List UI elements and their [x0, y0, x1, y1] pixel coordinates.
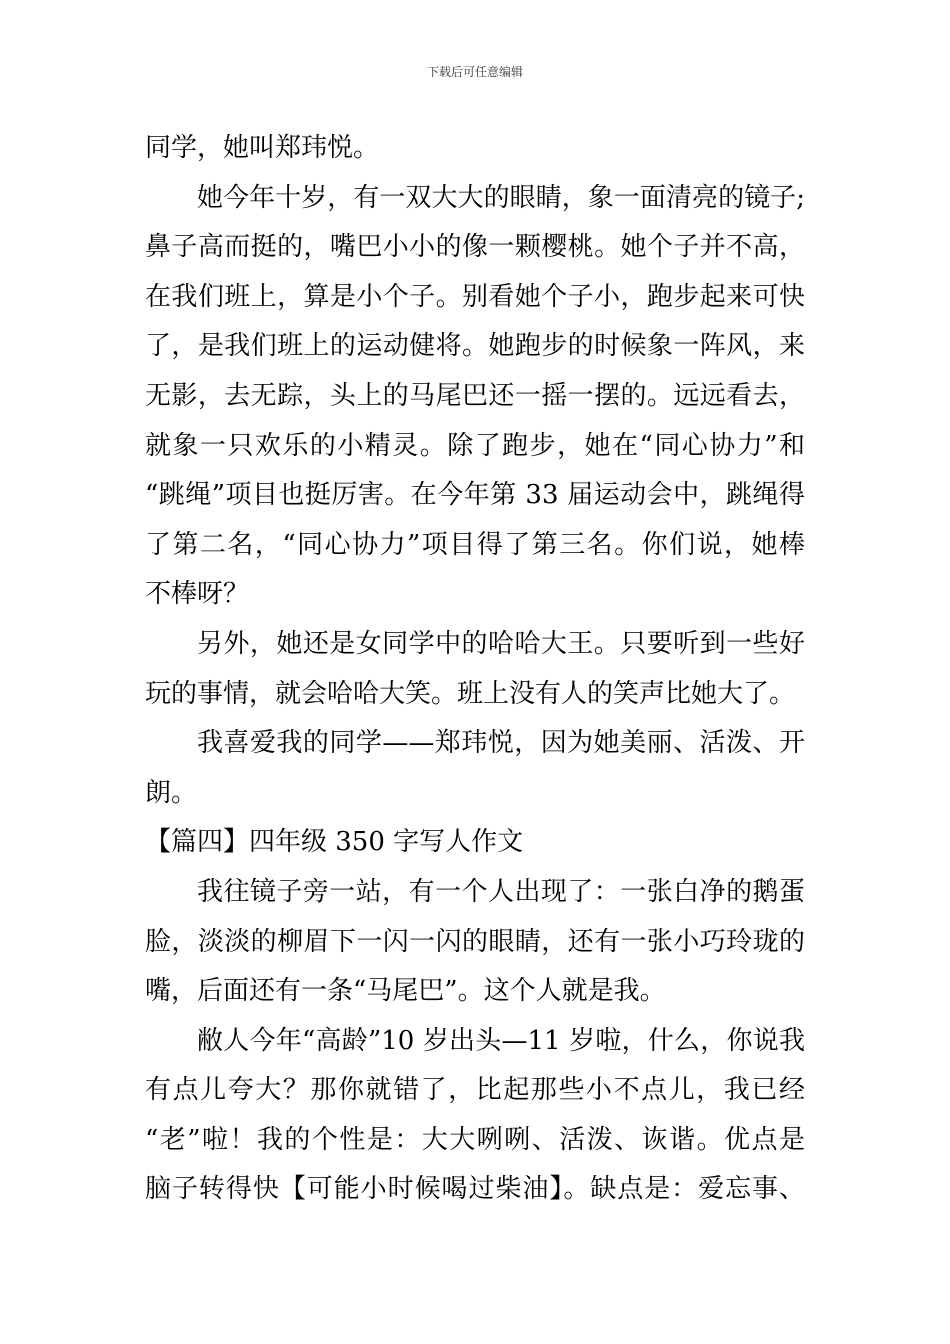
document-body [145, 124, 805, 1215]
text-line: 朗。 [145, 777, 198, 808]
text-line: 有点儿夸大？那你就错了，比起那些小不点儿，我已经 [145, 1075, 805, 1106]
text-line: 了，是我们班上的运动健将。她跑步的时候象一阵风，来 [145, 331, 805, 362]
text-line: 我往镜子旁一站，有一个人出现了：一张白净的鹅蛋 [197, 876, 805, 907]
text-line: 玩的事情，就会哈哈大笑。班上没有人的笑声比她大了。 [145, 678, 796, 709]
text-line: 鼻子高而挺的，嘴巴小小的像一颗樱桃。她个子并不高， [145, 232, 805, 263]
text-line: 脑子转得快【可能小时候喝过柴油】。缺点是：爱忘事、 [145, 1174, 805, 1205]
text-line: 脸，淡淡的柳眉下一闪一闪的眼睛，还有一张小巧玲珑的 [145, 926, 805, 957]
text-line: 她今年十岁，有一双大大的眼睛，象一面清亮的镜子; [197, 182, 805, 213]
text-line: “跳绳”项目也挺厉害。在今年第 33 届运动会中，跳绳得 [145, 480, 805, 511]
text-line: 了第二名，“同心协力”项目得了第三名。你们说，她棒 [145, 529, 805, 560]
text-line: 无影，去无踪，头上的马尾巴还一摇一摆的。远远看去， [145, 380, 805, 411]
text-line: 不棒呀？ [145, 579, 250, 610]
text-line: 就象一只欢乐的小精灵。除了跑步，她在“同心协力”和 [145, 430, 805, 461]
text-line: 在我们班上，算是小个子。别看她个子小，跑步起来可快 [145, 281, 805, 312]
page-header-watermark: 下载后可任意编辑 [426, 65, 523, 79]
text-line: 敝人今年“高龄”10 岁出头—11 岁啦，什么，你说我 [197, 1025, 805, 1056]
text-line: 【篇四】四年级 350 字写人作文 [145, 827, 524, 858]
text-line: 我喜爱我的同学——郑玮悦，因为她美丽、活泼、开 [197, 728, 805, 759]
text-line: “老”啦！我的个性是：大大咧咧、活泼、诙谐。优点是 [145, 1124, 805, 1155]
text-line: 另外，她还是女同学中的哈哈大王。只要听到一些好 [197, 628, 805, 659]
text-line: 同学，她叫郑玮悦。 [145, 133, 380, 163]
text-line: 嘴，后面还有一条“马尾巴”。这个人就是我。 [145, 976, 666, 1007]
